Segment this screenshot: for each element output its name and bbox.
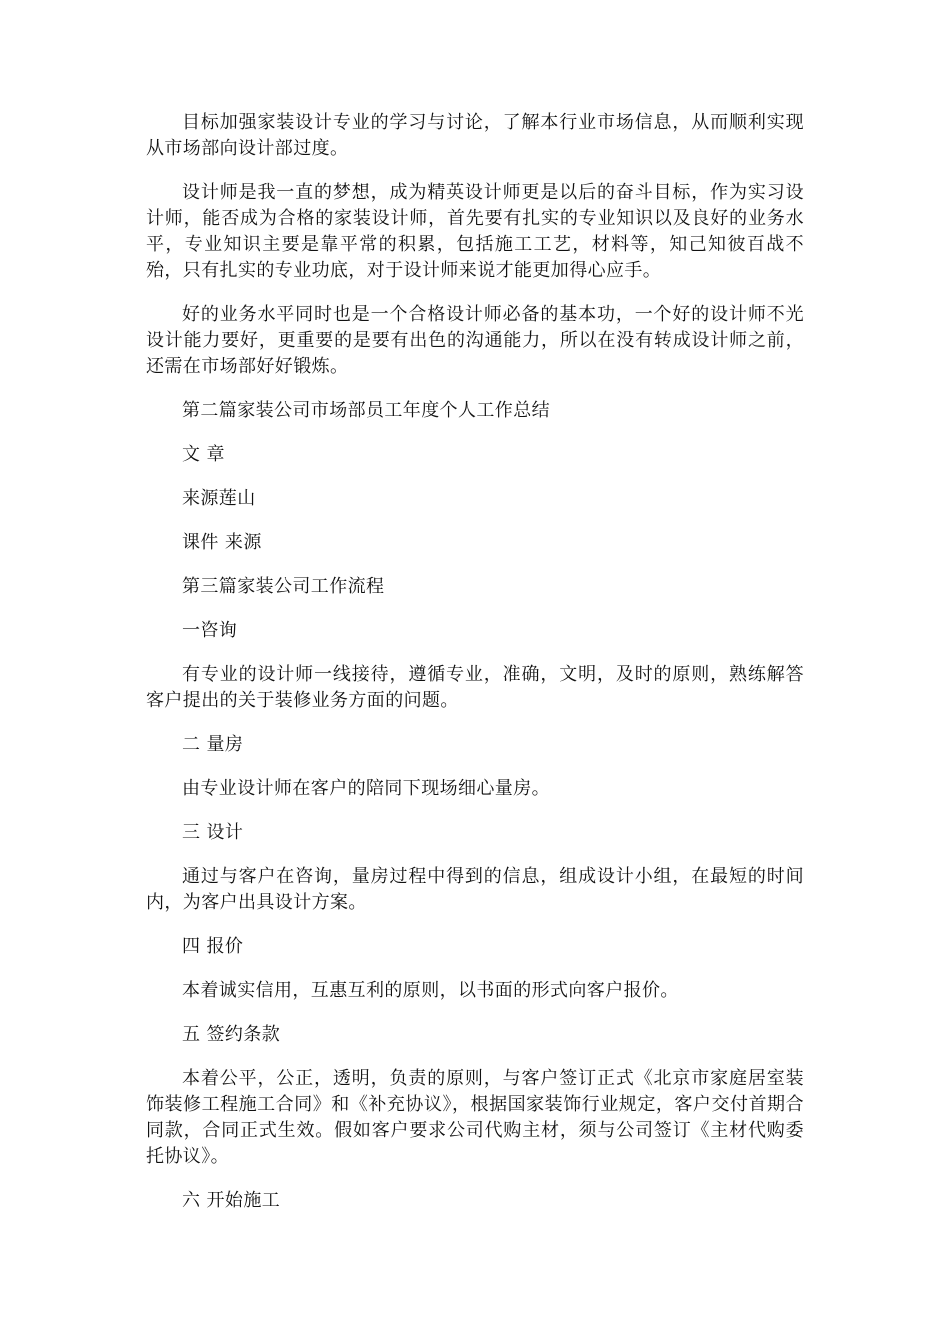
paragraph-business-skills: 好的业务水平同时也是一个合格设计师必备的基本功，一个好的设计师不光设计能力要好，更重要的是要有出色的沟通能力，所以在没有转成设计师之前，还需在市场部好好锻炼。: [146, 304, 804, 377]
heading-step-consult: 一咨询: [182, 620, 238, 641]
paragraph-design: 通过与客户在咨询，量房过程中得到的信息，组成设计小组，在最短的时间内，为客户出具设计方案。: [146, 866, 804, 913]
paragraph-quote: 本着诚实信用，互惠互利的原则，以书面的形式向客户报价。: [182, 980, 679, 1001]
paragraph-contract: 本着公平，公正，透明，负责的原则，与客户签订正式《北京市家庭居室装饰装修工程施工合同》和《补充协议》，根据国家装饰行业规定，客户交付首期合同款，合同正式生效。假如客户要求公司代购主材，须与公司签订《主材代购委托协议》。: [146, 1068, 804, 1167]
paragraph-design-study-goal: 目标加强家装设计专业的学习与讨论，了解本行业市场信息，从而顺利实现从市场部向设计部过度。: [146, 112, 804, 159]
paragraph-designer-dream: 设计师是我一直的梦想，成为精英设计师更是以后的奋斗目标，作为实习设计师，能否成为合格的家装设计师，首先要有扎实的专业知识以及良好的业务水平，专业知识主要是靠平常的积累，包括施工工艺，材料等，知己知彼百战不殆，只有扎实的专业功底，对于设计师来说才能更加得心应手。: [146, 182, 804, 281]
paragraph-measure: 由专业设计师在客户的陪同下现场细心量房。: [182, 778, 550, 799]
heading-step-quote: 四 报价: [182, 936, 244, 957]
text-courseware-source: 课件 来源: [182, 532, 262, 553]
heading-part-two: 第二篇家装公司市场部员工年度个人工作总结: [182, 400, 550, 421]
heading-step-contract: 五 签约条款: [182, 1024, 281, 1045]
text-source: 来源莲山: [182, 488, 256, 509]
paragraph-consult: 有专业的设计师一线接待，遵循专业，准确，文明，及时的原则，熟练解答客户提出的关于装修业务方面的问题。: [146, 664, 804, 711]
text-article: 文 章: [182, 444, 225, 465]
document-page: [146, 110, 804, 1232]
heading-step-construction: 六 开始施工: [182, 1190, 281, 1211]
heading-step-design: 三 设计: [182, 822, 244, 843]
heading-part-three: 第三篇家装公司工作流程: [182, 576, 385, 597]
heading-step-measure: 二 量房: [182, 734, 244, 755]
